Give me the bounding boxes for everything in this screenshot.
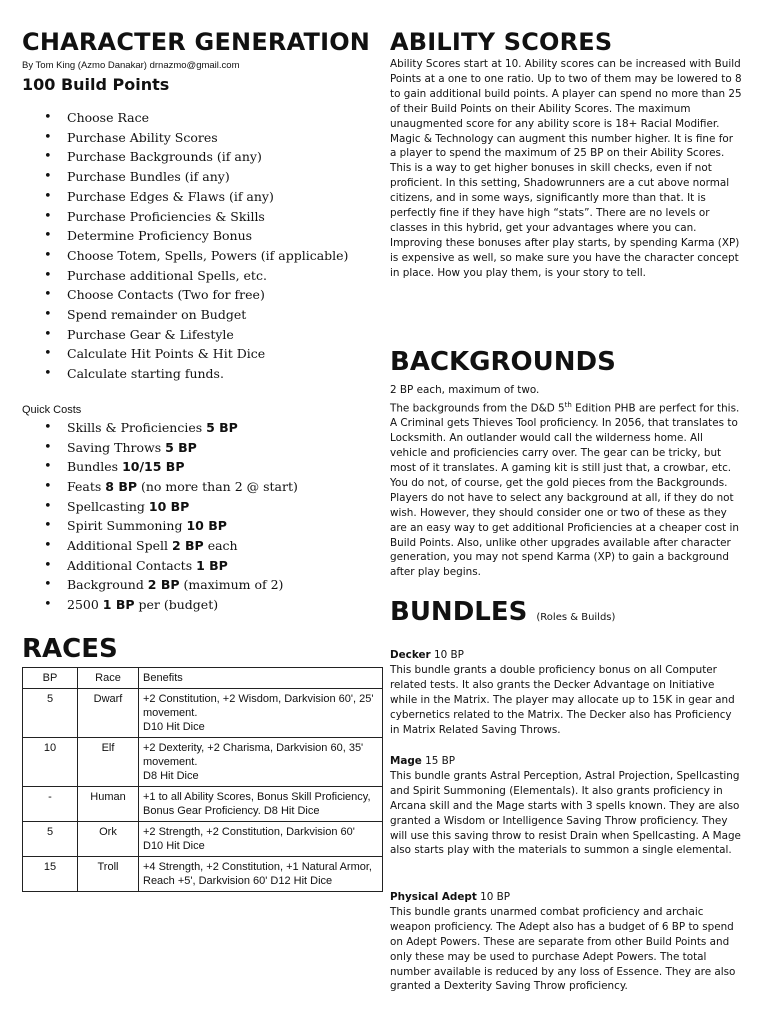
table-row: [23, 738, 383, 787]
qc-cost: 5 BP: [165, 439, 197, 455]
qc-label: Background: [67, 577, 148, 593]
qc-label: Additional Contacts: [67, 557, 197, 573]
ability-scores-heading: ABILITY SCORES: [390, 28, 613, 56]
col-header-bp: BP: [23, 668, 78, 689]
backgrounds-body-rest: Edition PHB are perfect for this. A Criminal gets Thieves Tool proficiency. In 2056, that translates to Locksmith. An outlander would call the wilderness home. All vehicle and proficiencies carry over. The gear can be tricky, but most of it translates. A gaming kit is still just that, a crowbar, etc. You do not, of course, get the gold pieces from the Backgrounds. Players do not have to select any background at all, if they do not wish. However, they should consider one or two of these as they are an easy way to get additional Proficiencies at a cheaper cost in Build Points. Also, unlike other upgrades available after character generation, you may not spend Karma (XP) to gain a background after play begins.: [390, 402, 740, 579]
quick-costs-title: Quick Costs: [22, 403, 82, 416]
page-title: CHARACTER GENERATION: [22, 28, 371, 56]
qc-label: Spellcasting: [67, 498, 149, 514]
cell-race: Elf: [78, 738, 139, 787]
table-row: [23, 689, 383, 738]
list-item: • Purchase Bundles (if any): [44, 167, 384, 187]
list-item: • Purchase Backgrounds (if any): [44, 147, 384, 167]
bundle-physical-adept: [390, 890, 742, 994]
cell-bp: 5: [23, 689, 78, 738]
list-item: [44, 418, 384, 438]
steps-list: [22, 108, 384, 384]
cell-bp: 15: [23, 857, 78, 892]
bundles-heading: [390, 597, 615, 633]
bundle-text: This bundle grants unarmed combat proficiency and archaic weapon proficiency. The Adept also has a budget of 6 BP to spend on Adept Powers. These are separate from other Build Points and only these may be used to purchase Adept Powers. The total number available is reduced by any loss of Essence. They are also granted a Dexterity Saving Throw proficiency.: [390, 905, 736, 993]
qc-cost: 10 BP: [148, 498, 190, 514]
bundle-name: Physical Adept: [390, 891, 477, 903]
list-item: [44, 516, 384, 536]
list-item: • Determine Proficiency Bonus: [44, 226, 384, 246]
bundles-subtitle: (Roles & Builds): [536, 612, 616, 623]
list-item: [44, 438, 384, 458]
qc-label: Additional Spell: [67, 538, 172, 554]
list-item: • Purchase Gear & Lifestyle: [44, 325, 384, 345]
list-item: • Choose Contacts (Two for free): [44, 285, 384, 305]
list-item: • Purchase Edges & Flaws (if any): [44, 187, 384, 207]
cell-bp: -: [23, 787, 78, 822]
list-item: • Purchase Proficiencies & Skills: [44, 207, 384, 227]
bundle-name: Mage: [390, 755, 422, 767]
ability-scores-text: Ability Scores start at 10. Ability scores can be increased with Build Points at a one to one ratio. Up to two of them may be lowered to 8 to gain additional build points. A player can spend no more than 25 of their Build Points on their Ability Scores. The maximum unaugmented score for any ability score is 18+ Racial Modifier. Magic & Technology can augment this number higher. It is fine for a player to spend the maximum of 25 BP on their Ability Scores. This is a way to get higher bonuses in skill checks, even if not proficient. In this setting, Shadowrunners are a cut above normal citizens, and in some ways, significantly more than that. It is perfectly fine if they have high “stats”. There are no levels or classes in this hybrid, get your advantages where you can. Improving these bonuses after play starts, by spending Karma (XP) is expensive as well, so make sure you have the character concept in place. How you play them, is your story to tell.: [390, 58, 742, 279]
qc-cost: 1 BP: [196, 557, 228, 573]
table-row: [23, 857, 383, 892]
list-item: • Spend remainder on Budget: [44, 305, 384, 325]
qc-label: Spirit Summoning: [67, 518, 187, 534]
qc-label: 2500: [67, 597, 103, 613]
list-item: [44, 595, 384, 615]
qc-label: Bundles: [67, 459, 123, 475]
qc-note: (maximum of 2): [179, 577, 284, 593]
list-item: • Calculate Hit Points & Hit Dice: [44, 344, 384, 364]
bundle-decker: [390, 648, 742, 737]
backgrounds-cost: 2 BP each, maximum of two.: [390, 384, 540, 396]
bundle-cost: 15 BP: [425, 755, 456, 767]
backgrounds-body-start: The backgrounds from the D&D 5: [390, 402, 565, 415]
list-item: [44, 536, 384, 556]
list-item: • Choose Totem, Spells, Powers (if applicable): [44, 246, 384, 266]
races-table: [22, 667, 383, 892]
cell-race: Dwarf: [78, 689, 139, 738]
cell-race: Troll: [78, 857, 139, 892]
list-item: [44, 575, 384, 595]
cell-bp: 5: [23, 822, 78, 857]
cell-benefits: +2 Constitution, +2 Wisdom, Darkvision 60', 25' movement. D10 Hit Dice: [139, 689, 383, 738]
qc-label: Skills & Proficiencies: [67, 419, 207, 435]
cell-bp: 10: [23, 738, 78, 787]
bundle-cost: 10 BP: [480, 891, 511, 903]
qc-cost: 5 BP: [206, 419, 238, 435]
qc-cost: 2 BP: [171, 538, 204, 554]
ordinal-suffix: th: [564, 400, 572, 409]
qc-note: (no more than 2 @ start): [137, 478, 298, 494]
qc-cost: 2 BP: [147, 577, 180, 593]
bundle-text: This bundle grants a double proficiency bonus on all Computer related tests. It also grants the Decker Advantage on Initiative while in the Matrix. The player may allocate up to 15K in gear and cybernetics related to the Matrix. The Decker also has Proficiency in Matrix Related Saving Throws.: [390, 663, 735, 736]
build-points-heading: 100 Build Points: [22, 75, 170, 94]
bundle-text: This bundle grants Astral Perception, Astral Projection, Spellcasting and Spirit Summoning (Elementals). It also grants proficiency in Arcana skill and the Mage starts with 3 spells known. They are also granted a Wisdom or Intelligence Saving Throw proficiency. They will use this saving throw to resist Drain when Spellcasting. A Mage also starts play with the materials to summon a single elemental.: [390, 769, 741, 857]
cell-benefits: +4 Strength, +2 Constitution, +1 Natural Armor, Reach +5', Darkvision 60' D12 Hit Dice: [139, 857, 383, 892]
bundle-cost: 10 BP: [433, 649, 464, 661]
qc-note: per (budget): [134, 597, 219, 613]
bundle-mage: [390, 754, 742, 858]
table-header-row: [23, 668, 383, 689]
qc-label: Feats: [67, 478, 106, 494]
cell-benefits: +2 Strength, +2 Constitution, Darkvision 60' D10 Hit Dice: [139, 822, 383, 857]
cell-race: Ork: [78, 822, 139, 857]
qc-cost: 8 BP: [105, 478, 138, 494]
bundle-title: [390, 648, 742, 663]
table-row: [23, 787, 383, 822]
table-row: [23, 822, 383, 857]
bundles-title: BUNDLES: [390, 597, 528, 627]
backgrounds-body: [390, 398, 742, 580]
col-header-race: Race: [78, 668, 139, 689]
list-item: • Calculate starting funds.: [44, 364, 384, 384]
backgrounds-heading: BACKGROUNDS: [390, 347, 616, 377]
byline: By Tom King (Azmo Danakar) drnazmo@gmail.com: [22, 60, 240, 71]
backgrounds-text: [390, 383, 742, 580]
qc-cost: 10 BP: [186, 518, 227, 534]
bundle-name: Decker: [390, 649, 431, 661]
cell-race: Human: [78, 787, 139, 822]
qc-cost: 10/15 BP: [122, 459, 185, 475]
quick-costs-list: [22, 418, 384, 615]
col-header-benefits: Benefits: [139, 668, 383, 689]
list-item: • Purchase Ability Scores: [44, 128, 384, 148]
qc-label: Saving Throws: [67, 439, 166, 455]
list-item: • Choose Race: [44, 108, 384, 128]
list-item: [44, 497, 384, 517]
list-item: • Purchase additional Spells, etc.: [44, 266, 384, 286]
bundle-title: [390, 890, 742, 905]
races-heading: RACES: [22, 634, 118, 664]
list-item: [44, 556, 384, 576]
list-item: [44, 477, 384, 497]
cell-benefits: +1 to all Ability Scores, Bonus Skill Proficiency, Bonus Gear Proficiency. D8 Hit Dice: [139, 787, 383, 822]
left-column: [22, 28, 384, 615]
bundle-title: [390, 754, 742, 769]
cell-benefits: +2 Dexterity, +2 Charisma, Darkvision 60, 35' movement. D8 Hit Dice: [139, 738, 383, 787]
qc-note: each: [203, 538, 238, 554]
qc-cost: 1 BP: [102, 597, 135, 613]
list-item: [44, 457, 384, 477]
